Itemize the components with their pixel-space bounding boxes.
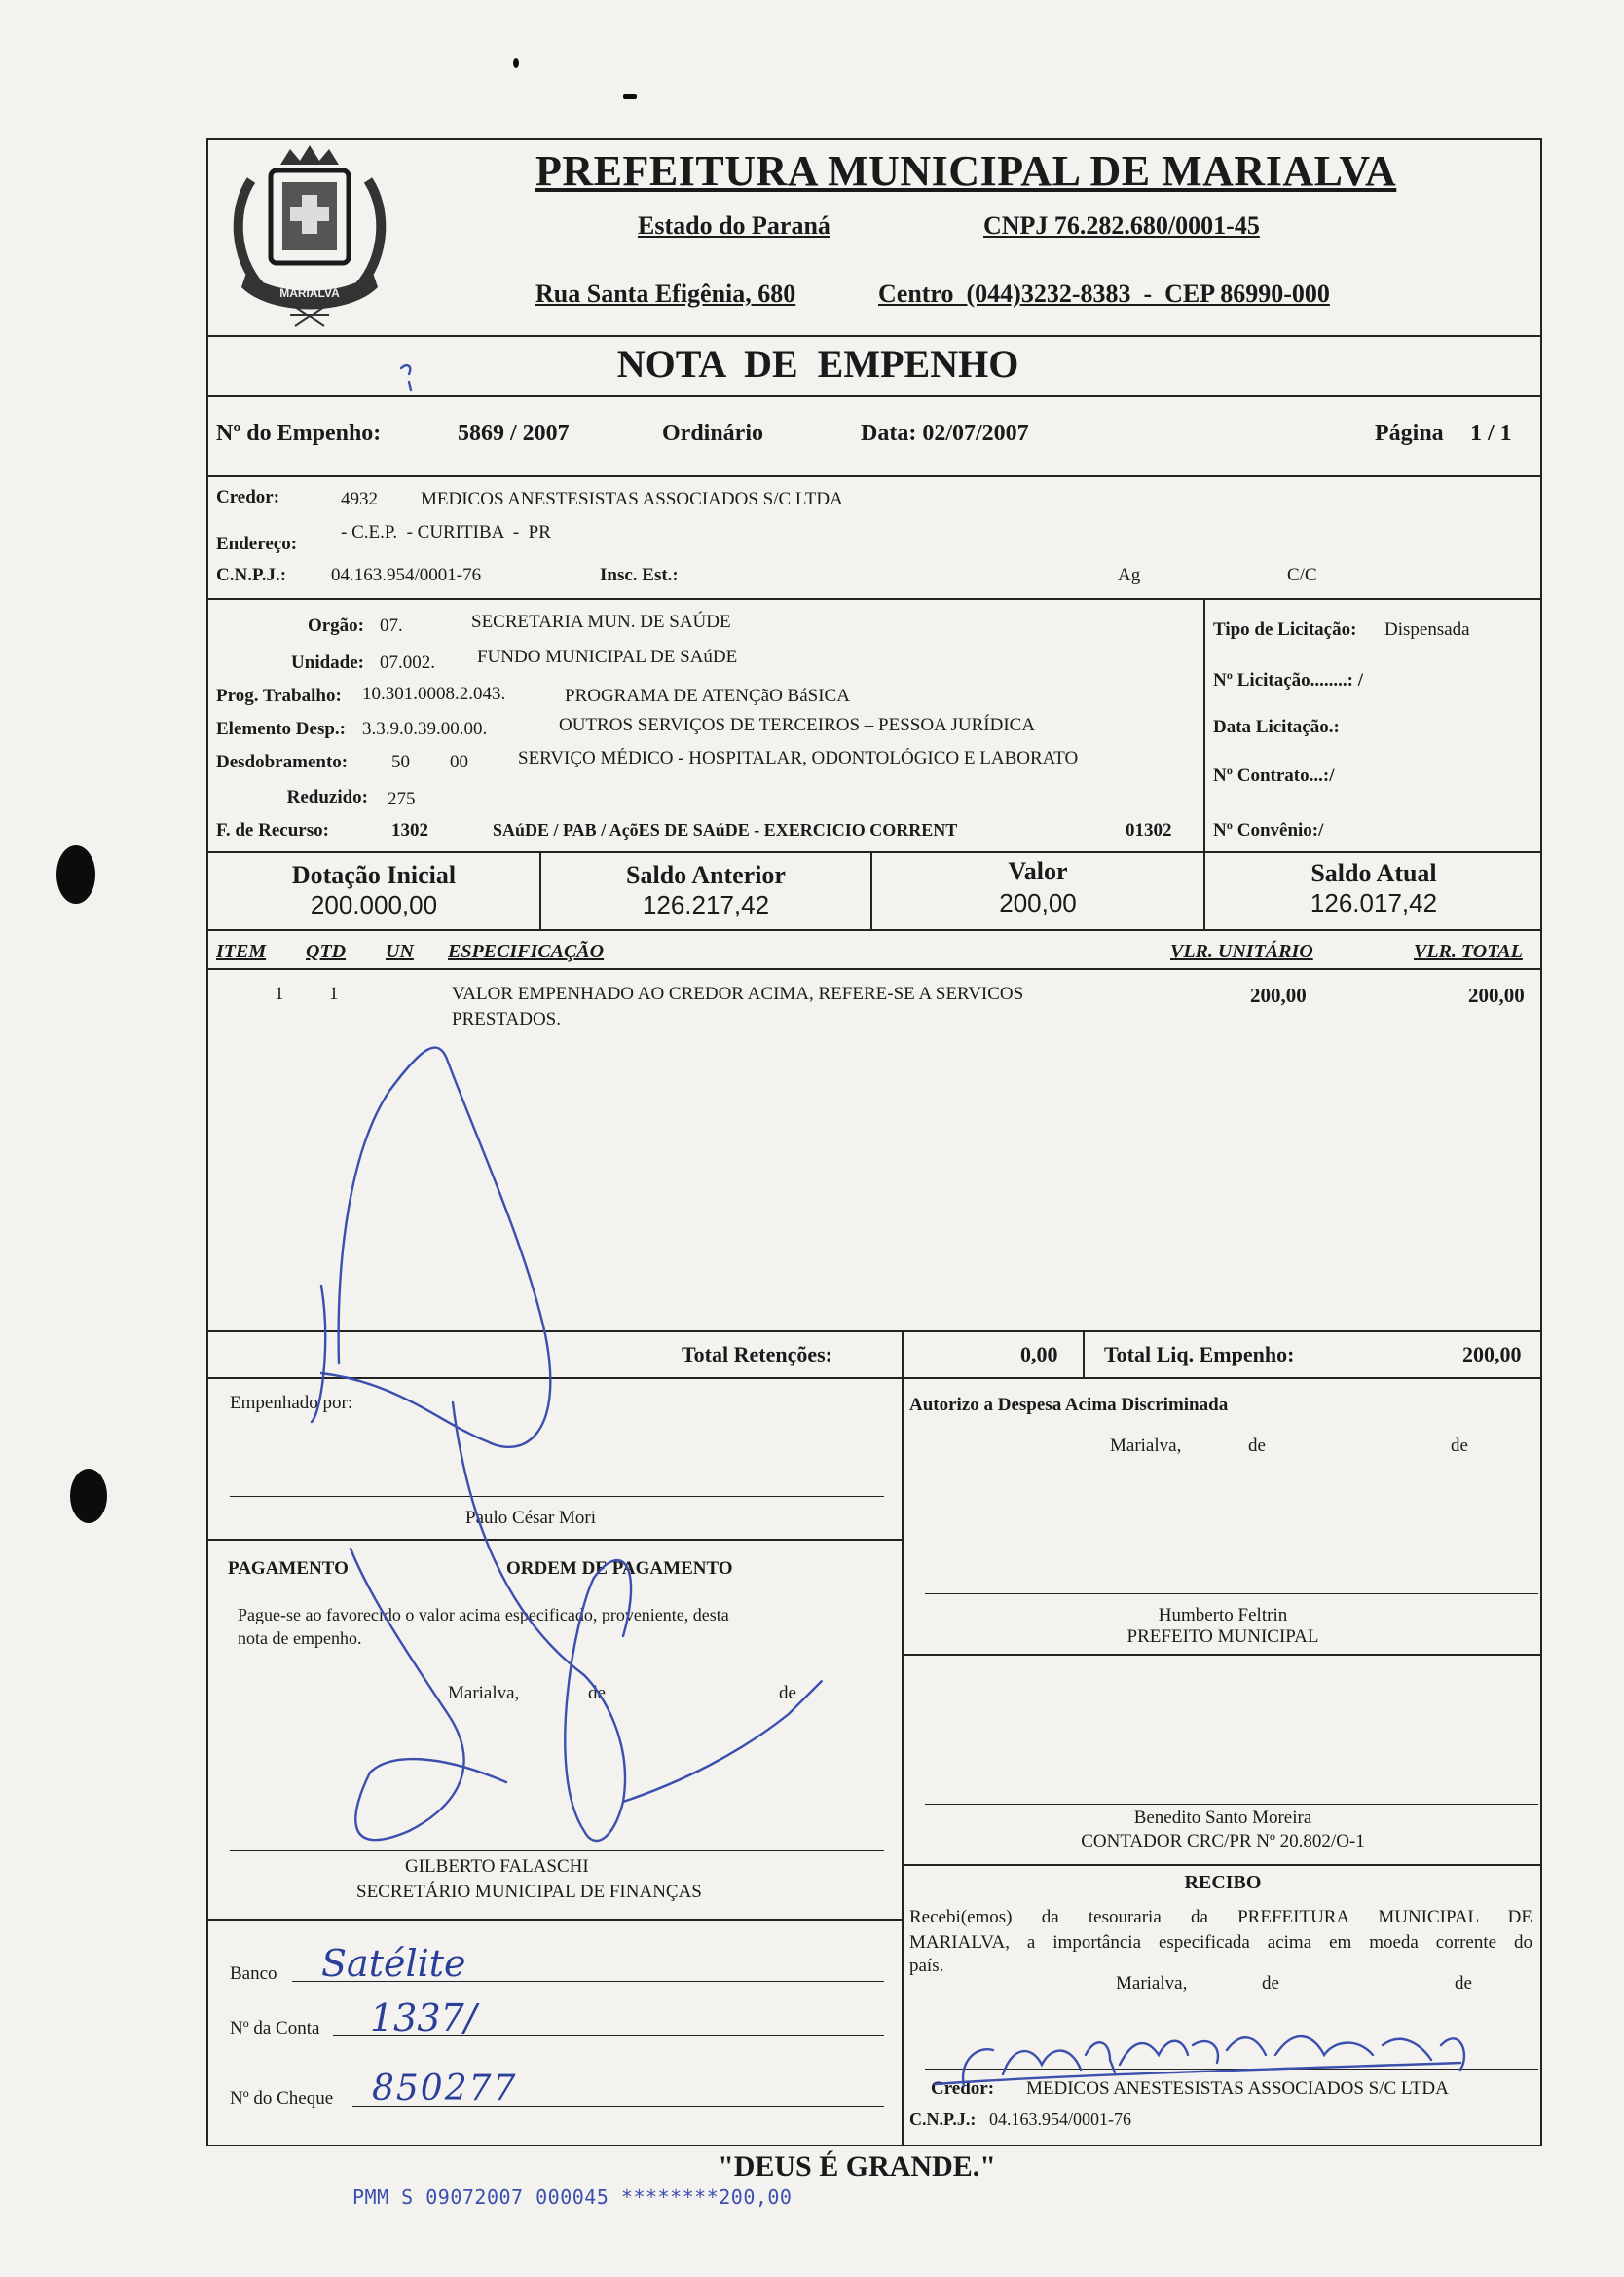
state-name: Estado do Paraná: [638, 211, 830, 240]
elemento-code: 3.3.9.0.39.00.00.: [362, 719, 488, 739]
dotacao-value: 200.000,00: [310, 890, 438, 919]
divider: [1083, 1330, 1085, 1377]
cheque-label: Nº do Cheque: [230, 2088, 334, 2109]
credor-cnpj: 04.163.954/0001-76: [331, 565, 482, 585]
reduzido-label: Reduzido:: [286, 787, 368, 807]
data-licitacao: Data Licitação.:: [1213, 717, 1340, 737]
desdobramento-label: Desdobramento:: [216, 752, 349, 772]
ordem-de-2: de: [779, 1683, 796, 1703]
recurso-code-2: 01302: [1126, 820, 1172, 840]
divider: [206, 335, 1542, 337]
item-total-value: 200,00: [1468, 984, 1525, 1007]
secretario-name: GILBERTO FALASCHI: [405, 1856, 589, 1877]
signature-line: [925, 1593, 1538, 1594]
recibo-text-end: país.: [909, 1956, 944, 1976]
col-unit-header: VLR. UNITÁRIO: [1170, 941, 1313, 962]
numero-licitacao: Nº Licitação........: /: [1213, 670, 1364, 691]
recibo-de-2: de: [1455, 1973, 1472, 1994]
banco-value[interactable]: Satélite: [321, 1942, 466, 1985]
divider: [206, 475, 1542, 477]
divider: [206, 968, 1542, 970]
empenhado-por-name: Paulo César Mori: [465, 1508, 597, 1528]
signature-line: [230, 1850, 884, 1851]
recurso-label: F. de Recurso:: [216, 820, 329, 840]
dotacao-label: Dotação Inicial: [291, 861, 457, 889]
recurso-name: SAúDE / PAB / AçõES DE SAúDE - EXERCICIO CORRENT: [493, 820, 958, 840]
orgao-label: Orgão:: [307, 616, 364, 636]
unidade-label: Unidade:: [291, 653, 364, 673]
page-label: Página: [1375, 421, 1444, 446]
numero-contrato: Nº Contrato...:/: [1213, 765, 1335, 786]
divider: [902, 1864, 1542, 1866]
saldo-atual-label: Saldo Atual: [1310, 859, 1437, 887]
contador-role: CONTADOR CRC/PR Nº 20.802/O-1: [1081, 1831, 1365, 1851]
divider: [206, 929, 1542, 931]
empenho-number: 5869 / 2007: [458, 421, 570, 446]
divider: [902, 1654, 1542, 1656]
liquido-label: Total Liq. Empenho:: [1104, 1342, 1295, 1366]
divider: [206, 1919, 902, 1921]
divider: [902, 1377, 904, 2146]
col-especificacao-header: ESPECIFICAÇÃO: [448, 941, 605, 962]
prog-trabalho-code: 10.301.0008.2.043.: [362, 684, 506, 704]
elemento-label: Elemento Desp.:: [216, 719, 346, 739]
scan-speck: [623, 94, 637, 99]
orgao-name: SECRETARIA MUN. DE SAÚDE: [471, 612, 731, 632]
unidade-code: 07.002.: [380, 653, 435, 673]
municipality-cnpj: CNPJ 76.282.680/0001-45: [983, 211, 1260, 240]
empenho-date: Data: 02/07/2007: [861, 421, 1029, 446]
secretario-role: SECRETÁRIO MUNICIPAL DE FINANÇAS: [356, 1882, 702, 1902]
reduzido-value: 275: [388, 789, 416, 809]
saldo-anterior-label: Saldo Anterior: [626, 861, 786, 889]
ordem-place: Marialva,: [448, 1683, 520, 1703]
item-unit-value: 200,00: [1250, 984, 1307, 1007]
signature-line: [925, 2069, 1538, 2070]
account-label: C/C: [1287, 565, 1317, 585]
empenho-type: Ordinário: [662, 421, 764, 446]
col-un-header: UN: [386, 941, 414, 962]
divider: [206, 1330, 1542, 1332]
validation-stamp: PMM S 09072007 000045 ********200,00: [352, 2185, 793, 2209]
conta-value[interactable]: 1337/: [370, 1997, 477, 2039]
divider: [206, 851, 1542, 853]
svg-text:MARIALVA: MARIALVA: [279, 286, 340, 300]
prefeito-role: PREFEITO MUNICIPAL: [1126, 1626, 1319, 1647]
address-label: Endereço:: [216, 534, 298, 554]
autorizo-de-2: de: [1451, 1436, 1468, 1456]
divider: [206, 395, 1542, 397]
signature-line: [925, 1804, 1538, 1805]
col-qtd-header: QTD: [306, 941, 347, 962]
numero-convenio: Nº Convênio:/: [1213, 820, 1324, 840]
retencoes-label: Total Retenções:: [682, 1342, 832, 1366]
prog-trabalho-name: PROGRAMA DE ATENÇãO BáSICA: [565, 686, 850, 706]
unidade-name: FUNDO MUNICIPAL DE SAúDE: [477, 647, 738, 667]
contador-name: Benedito Santo Moreira: [1133, 1808, 1312, 1828]
autorizo-label: Autorizo a Despesa Acima Discriminada: [909, 1395, 1229, 1415]
tipo-licitacao-value: Dispensada: [1384, 619, 1470, 640]
recibo-cnpj: 04.163.954/0001-76: [989, 2109, 1131, 2129]
document-title: NOTA DE EMPENHO: [616, 342, 1019, 386]
page-number: 1 / 1: [1470, 421, 1512, 446]
prefeito-name: Humberto Feltrin: [1158, 1605, 1288, 1625]
saldo-anterior-value: 126.217,42: [642, 890, 770, 919]
cnpj-label: C.N.P.J.:: [216, 565, 287, 585]
recibo-de-1: de: [1262, 1973, 1279, 1994]
recibo-credor-label: Credor:: [931, 2078, 995, 2099]
ordem-de-1: de: [588, 1683, 606, 1703]
divider: [206, 1539, 902, 1541]
recibo-label: RECIBO: [1184, 1872, 1262, 1893]
municipality-title: PREFEITURA MUNICIPAL DE MARIALVA: [535, 147, 1397, 195]
motto: "DEUS É GRANDE.": [718, 2150, 996, 2183]
credor-address: - C.E.P. - CURITIBA - PR: [341, 522, 551, 542]
valor-value: 200,00: [999, 888, 1077, 917]
street-address: Rua Santa Efigênia, 680: [535, 280, 796, 308]
banco-label: Banco: [230, 1963, 277, 1984]
credor-label: Credor:: [216, 487, 280, 507]
agency-label: Ag: [1118, 565, 1141, 585]
pagamento-label: PAGAMENTO: [228, 1558, 349, 1579]
col-item-header: ITEM: [216, 941, 267, 962]
item-number: 1: [275, 984, 284, 1004]
elemento-name: OUTROS SERVIÇOS DE TERCEIROS – PESSOA JURÍDICA: [559, 715, 1036, 735]
scan-speck: [513, 58, 519, 68]
recurso-code: 1302: [391, 820, 428, 840]
recibo-text-cont: MARIALVA, a importância especificada acima em moeda corrente do: [909, 1932, 1532, 1953]
signature-line: [230, 1496, 884, 1497]
item-description-cont: PRESTADOS.: [452, 1009, 561, 1029]
autorizo-de-1: de: [1248, 1436, 1266, 1456]
empenho-number-label: Nº do Empenho:: [216, 421, 382, 446]
empenhado-por-label: Empenhado por:: [230, 1393, 353, 1413]
municipal-coat-of-arms: [212, 141, 407, 336]
contact-info: Centro (044)3232-8383 - CEP 86990-000: [878, 280, 1330, 308]
divider: [902, 1330, 904, 1377]
ordem-pagamento-label: ORDEM DE PAGAMENTO: [506, 1558, 733, 1579]
item-description: VALOR EMPENHADO AO CREDOR ACIMA, REFERE-SE A SERVICOS: [452, 984, 1024, 1004]
pague-se-text-cont: nota de empenho.: [238, 1628, 362, 1648]
liquido-value: 200,00: [1462, 1342, 1522, 1366]
recibo-place: Marialva,: [1116, 1973, 1188, 1994]
recibo-text: Recebi(emos) da tesouraria da PREFEITURA MUNICIPAL DE: [909, 1907, 1532, 1927]
divider: [206, 598, 1542, 600]
valor-label: Valor: [1008, 857, 1068, 885]
conta-label: Nº da Conta: [230, 2018, 320, 2038]
item-qty: 1: [329, 984, 339, 1004]
desdobramento-name: SERVIÇO MÉDICO - HOSPITALAR, ODONTOLÓGICO E LABORATO: [518, 748, 1079, 768]
recibo-cnpj-label: C.N.P.J.:: [909, 2109, 977, 2129]
pague-se-text: Pague-se ao favorecido o valor acima especificado, proveniente, desta: [238, 1605, 729, 1624]
autorizo-place: Marialva,: [1110, 1436, 1182, 1456]
orgao-code: 07.: [380, 616, 403, 636]
retencoes-value: 0,00: [1020, 1342, 1058, 1366]
divider: [1203, 598, 1205, 851]
punch-hole: [56, 845, 95, 904]
insc-est-label: Insc. Est.:: [600, 565, 679, 585]
col-total-header: VLR. TOTAL: [1414, 941, 1523, 962]
desdobramento-code: 50: [391, 752, 410, 772]
saldo-atual-value: 126.017,42: [1310, 888, 1438, 917]
divider: [206, 1377, 1542, 1379]
tipo-licitacao-label: Tipo de Licitação:: [1213, 619, 1357, 640]
credor-code: 4932: [341, 489, 378, 509]
cheque-value[interactable]: 850277: [372, 2069, 518, 2109]
credor-name: MEDICOS ANESTESISTAS ASSOCIADOS S/C LTDA: [421, 489, 843, 509]
recibo-credor-name: MEDICOS ANESTESISTAS ASSOCIADOS S/C LTDA: [1026, 2078, 1449, 2099]
punch-hole: [70, 1469, 107, 1523]
desdobramento-subcode: 00: [450, 752, 468, 772]
prog-trabalho-label: Prog. Trabalho:: [216, 686, 342, 706]
